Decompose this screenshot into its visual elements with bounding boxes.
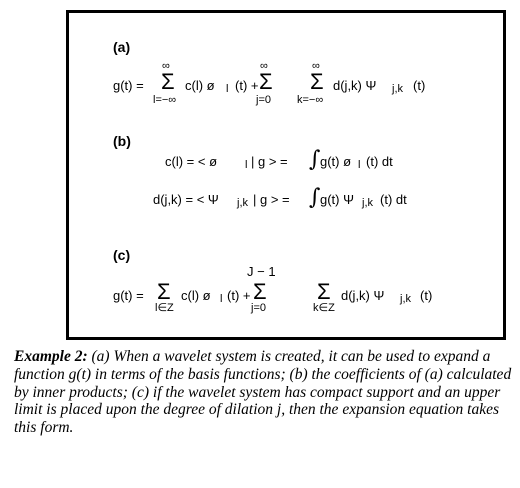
c-term1-sub: l bbox=[220, 293, 223, 305]
a-sum3-upper: ∞ bbox=[312, 60, 320, 72]
b-eq2-lhs: d(j,k) = < Ψ bbox=[153, 192, 219, 207]
c-term2: d(j,k) Ψ bbox=[341, 288, 385, 303]
label-b: (b) bbox=[113, 133, 131, 149]
c-sum3-lower: k∈Z bbox=[313, 302, 335, 314]
a-term2-sub: j,k bbox=[392, 83, 403, 95]
a-term1-sub: l bbox=[226, 83, 229, 95]
a-sum3-sigma: Σ bbox=[310, 69, 324, 94]
b-eq2-integral: ∫ bbox=[309, 185, 321, 210]
a-lhs: g(t) = bbox=[113, 78, 144, 93]
label-c: (c) bbox=[113, 247, 131, 263]
c-sum3-sigma: Σ bbox=[317, 279, 331, 304]
b-eq2-mid: | g > = bbox=[253, 192, 290, 207]
figure-caption bbox=[14, 348, 514, 437]
b-eq2-rhs: g(t) Ψ bbox=[320, 192, 354, 207]
b-eq1-mid: | g > = bbox=[251, 154, 288, 169]
c-sum1-sigma: Σ bbox=[157, 279, 171, 304]
b-eq1-rhs: g(t) ø bbox=[320, 154, 352, 169]
a-term1: c(l) ø bbox=[185, 78, 215, 93]
c-term2-sub: j,k bbox=[400, 293, 411, 305]
equation-box bbox=[66, 10, 506, 340]
b-eq2-sub: j,k bbox=[237, 197, 248, 209]
b-eq1-lhs: c(l) = < ø bbox=[165, 154, 218, 169]
a-sum1-lower: l=−∞ bbox=[153, 94, 177, 106]
a-sum1-upper: ∞ bbox=[162, 60, 170, 72]
a-sum2-sigma: Σ bbox=[259, 69, 273, 94]
c-sum2-sigma: Σ bbox=[253, 279, 267, 304]
c-sum2-upper: J − 1 bbox=[247, 264, 276, 279]
c-term1: c(l) ø bbox=[181, 288, 211, 303]
c-lhs: g(t) = bbox=[113, 288, 144, 303]
c-term1-arg: (t) + bbox=[227, 288, 251, 303]
a-sum2-upper: ∞ bbox=[260, 60, 268, 72]
a-term1-arg: (t) + bbox=[235, 78, 259, 93]
label-a: (a) bbox=[113, 39, 131, 55]
b-eq2-rhs-sub: j,k bbox=[362, 197, 373, 209]
a-term2: d(j,k) Ψ bbox=[333, 78, 377, 93]
a-sum2-lower: j=0 bbox=[256, 94, 271, 106]
a-sum1-sigma: Σ bbox=[161, 69, 175, 94]
caption-text: (a) When a wavelet system is created, it can be used to expand a function g(t) in terms of the basis functions; (b) the coefficients of (a) calculated by inner products; (c) if the wavelet system has compact support and an upper limit is placed upon the degree of dilation j, then the expansion equation takes this form. bbox=[14, 348, 512, 437]
c-sum2-lower: j=0 bbox=[251, 302, 266, 314]
a-term2-arg: (t) bbox=[413, 78, 426, 93]
b-eq1-rhs-end: (t) dt bbox=[366, 154, 393, 169]
caption-title: Example 2: bbox=[14, 348, 88, 365]
c-term2-arg: (t) bbox=[420, 288, 433, 303]
b-eq1-rhs-sub: l bbox=[358, 159, 361, 171]
b-eq1-integral: ∫ bbox=[309, 147, 321, 172]
b-eq1-sub: l bbox=[245, 159, 248, 171]
b-eq2-rhs-end: (t) dt bbox=[380, 192, 407, 207]
a-sum3-lower: k=−∞ bbox=[297, 94, 324, 106]
c-sum1-lower: l∈Z bbox=[155, 302, 174, 314]
